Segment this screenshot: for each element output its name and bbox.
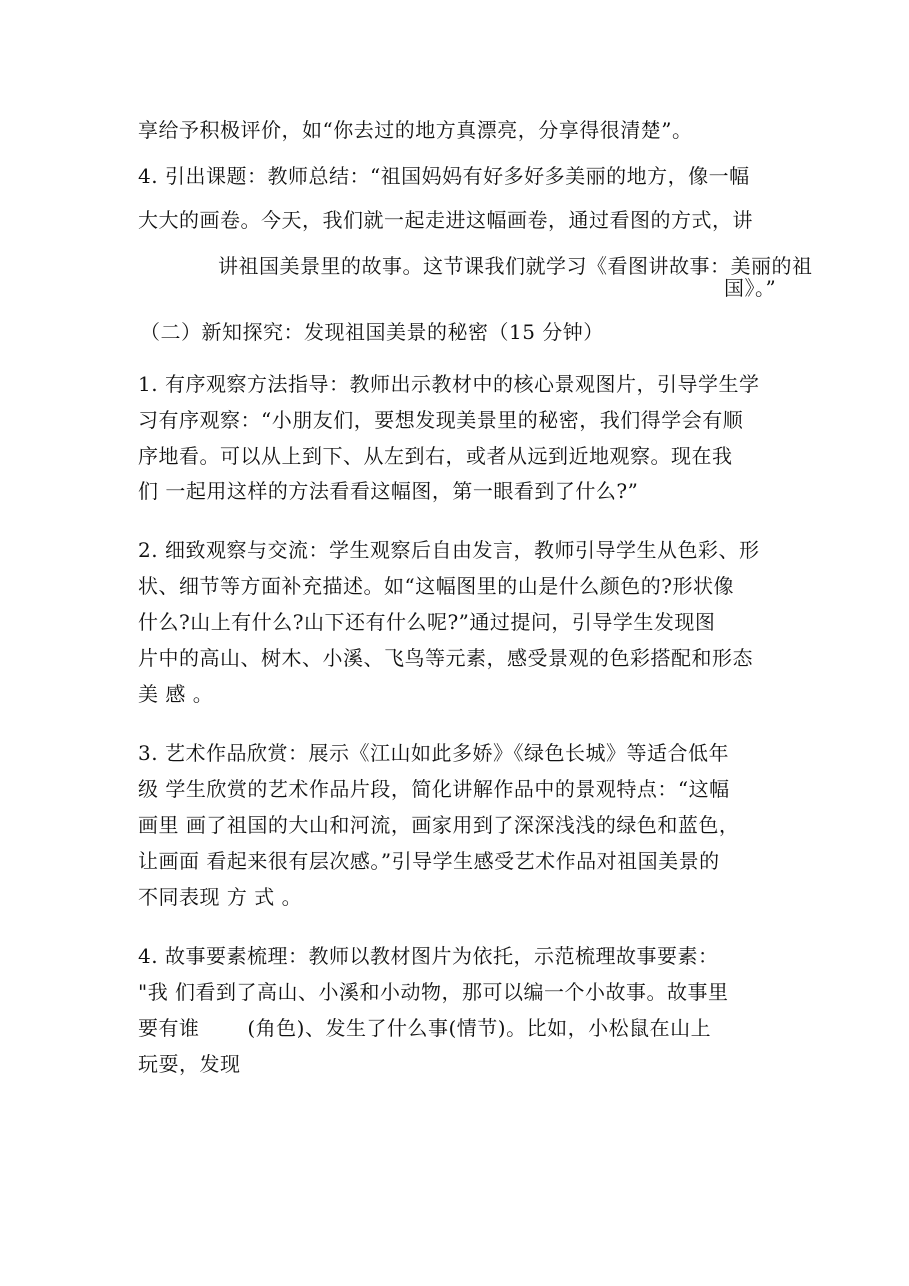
paragraph-line: 2. 细致观察与交流：学生观察后自由发言，教师引导学生从色彩、形 <box>138 538 760 562</box>
paragraph-line: 美 感 。 <box>138 682 214 706</box>
paragraph-line: 1. 有序观察方法指导：教师出示教材中的核心景观图片，引导学生学 <box>138 372 760 396</box>
paragraph-line: 国》。” <box>724 276 777 300</box>
section-heading: （二）新知探究：发现祖国美景的秘密（15 分钟） <box>140 320 604 344</box>
paragraph-line: 让画面 看起来很有层次感。”引导学生感受艺术作品对祖国美景的 <box>138 849 720 873</box>
paragraph-line: 要有谁 (角色)、发生了什么事(情节)。比如，小松鼠在山上 <box>138 1016 712 1040</box>
paragraph-line: 3. 艺术作品欣赏：展示《江山如此多娇》《绿色长城》等适合低年 <box>138 741 729 765</box>
paragraph-line: 习有序观察：“小朋友们，要想发现美景里的秘密，我们得学会有顺 <box>138 408 744 432</box>
paragraph-line: 序地看。可以从上到下、从左到右，或者从远到近地观察。现在我 <box>138 444 733 468</box>
paragraph-line: 享给予积极评价，如“你去过的地方真漂亮，分享得很清楚”。 <box>138 118 693 142</box>
paragraph-line: 们 一起用这样的方法看看这幅图，第一眼看到了什么?” <box>138 479 639 503</box>
paragraph-line: 玩耍，发现 <box>138 1052 241 1076</box>
paragraph-line: 大大的画卷。今天，我们就一起走进这幅画卷，通过看图的方式，讲 <box>138 208 753 232</box>
paragraph-line: "我 们看到了高山、小溪和小动物，那可以编一个小故事。故事里 <box>138 980 729 1004</box>
paragraph-line: 4. 故事要素梳理：教师以教材图片为依托，示范梳理故事要素： <box>138 944 719 968</box>
paragraph-line: 什么?山上有什么?山下还有什么呢?”通过提问，引导学生发现图 <box>138 610 716 634</box>
paragraph-line: 画里 画了祖国的大山和河流，画家用到了深深浅浅的绿色和蓝色， <box>138 813 740 837</box>
paragraph-line: 不同表现 方 式 。 <box>138 885 303 909</box>
paragraph-line: 状、细节等方面补充描述。如“这幅图里的山是什么颜色的?形状像 <box>138 574 734 598</box>
paragraph-line: 4. 引出课题：教师总结：“祖国妈妈有好多好多美丽的地方，像一幅 <box>138 164 750 188</box>
paragraph-line: 讲祖国美景里的故事。这节课我们就学习《看图讲故事：美丽的祖 <box>218 254 813 278</box>
paragraph-line: 级 学生欣赏的艺术作品片段，简化讲解作品中的景观特点：“这幅 <box>138 777 730 801</box>
paragraph-line: 片中的高山、树木、小溪、飞鸟等元素，感受景观的色彩搭配和形态 <box>138 646 753 670</box>
